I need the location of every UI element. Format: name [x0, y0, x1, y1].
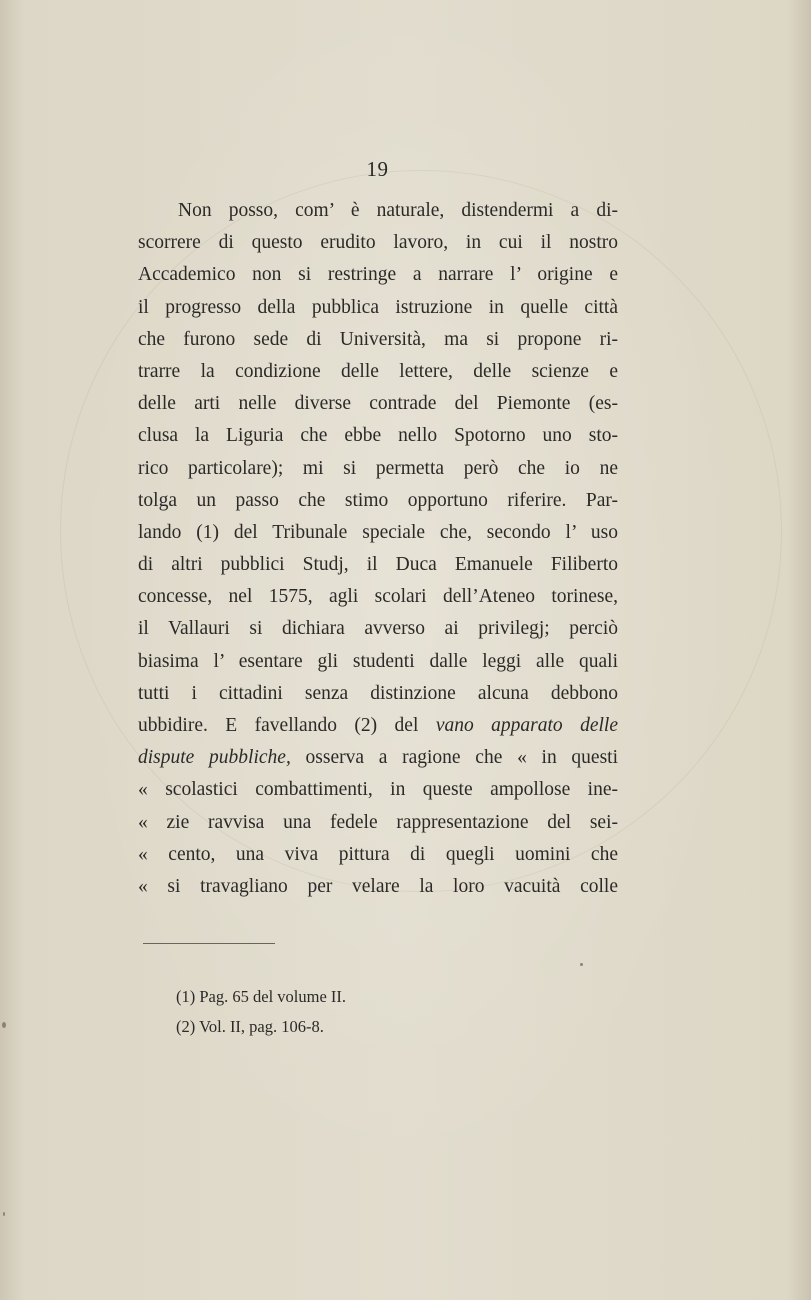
footnote-1: (1) Pag. 65 del volume II. — [176, 987, 347, 1006]
text-line: Accademico non si restringe a narrare l’ origine e — [138, 264, 618, 286]
text-line: « si travagliano per velare la loro vacuità colle — [138, 875, 618, 897]
paper-speck — [3, 1212, 5, 1216]
text-line — [138, 742, 618, 774]
text-span: osserva a ragione che « in questi — [290, 747, 618, 769]
footnote-divider — [143, 943, 275, 944]
text-line: clusa la Liguria che ebbe nello Spotorno uno sto- — [138, 425, 618, 447]
footnotes — [176, 982, 346, 1042]
italic-phrase: dispute pubbliche, — [138, 747, 291, 769]
text-line: trarre la condizione delle lettere, delle scienze e — [138, 360, 618, 382]
text-line: concesse, nel 1575, agli scolari dell’Ateneo torinese, — [138, 586, 618, 608]
text-line: scorrere di questo erudito lavoro, in cui il nostro — [138, 232, 618, 254]
text-line: lando (1) del Tribunale speciale che, secondo l’ uso — [138, 521, 618, 543]
text-line: tutti i cittadini senza distinzione alcuna debbono — [138, 682, 618, 704]
text-line: rico particolare); mi si permetta però che io ne — [138, 457, 618, 479]
text-line: Non posso, com’ è naturale, distendermi a di- — [178, 200, 618, 221]
text-line — [138, 710, 618, 742]
text-line: « scolastici combattimenti, in queste ampollose ine- — [138, 779, 618, 801]
footnote-2: (2) Vol. II, pag. 106-8. — [176, 1017, 324, 1036]
text-line: che furono sede di Università, ma si propone ri- — [138, 328, 618, 350]
text-span: ubbidire. E favellando (2) del — [138, 715, 436, 736]
italic-phrase: vano apparato delle — [435, 715, 618, 736]
paper-speck — [580, 963, 583, 966]
text-line: biasima l’ esentare gli studenti dalle leggi alle quali — [138, 650, 618, 672]
text-line: il progresso della pubblica istruzione in quelle città — [138, 296, 618, 318]
text-line: delle arti nelle diverse contrade del Piemonte (es- — [138, 393, 618, 415]
body-text — [138, 195, 618, 903]
paper-speck — [2, 1022, 6, 1028]
text-line: tolga un passo che stimo opportuno riferire. Par- — [138, 489, 618, 511]
text-line: « cento, una viva pittura di quegli uomini che — [138, 843, 618, 865]
text-line: « zie ravvisa una fedele rappresentazione del sei- — [138, 811, 618, 833]
text-line: il Vallauri si dichiara avverso ai privilegj; perciò — [138, 618, 618, 640]
page-number: 19 — [366, 157, 389, 181]
text-line: di altri pubblici Studj, il Duca Emanuele Filiberto — [138, 554, 618, 576]
